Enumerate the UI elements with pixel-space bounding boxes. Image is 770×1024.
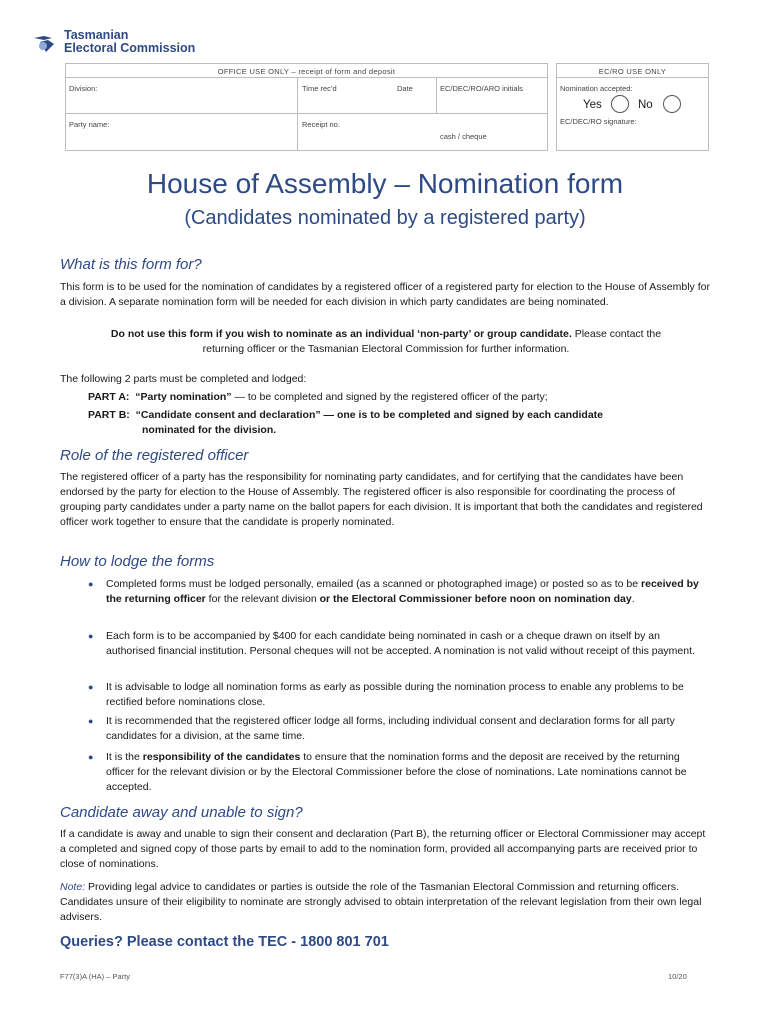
party-name-label: Party name: [69,120,110,129]
away-paragraph: If a candidate is away and unable to sign their consent and declaration (Part B), the returning officer or Electoral Commissioner may accept a completed and signed copy of those parts by email to add to the nomination form, provided all accompanying parts are received prior to close of nominations. [60,828,706,870]
tec-logo-icon [30,30,58,58]
bullet-icon: ● [88,716,94,726]
b5a: It is the [106,751,143,763]
receipt-no-label: Receipt no. [302,120,340,129]
queries-contact: Queries? Please contact the TEC - 1800 801 701 [60,934,389,950]
bullet-icon: ● [88,631,94,641]
role-heading: Role of the registered officer [60,447,249,464]
lodge-heading: How to lodge the forms [60,553,215,570]
part-b-name: “Candidate consent and declaration” [135,409,321,421]
no-label: No [638,99,653,111]
office-use-header: OFFICE USE ONLY – receipt of form and deposit [217,67,396,76]
date-label: Date [397,84,413,93]
part-a-label: PART A: [88,391,130,403]
ecro-use-header: EC/RO USE ONLY [598,67,667,76]
ecro-signature-label: EC/DEC/RO signature: [560,117,637,126]
b5c: to ensure that the nomination forms and the deposit are received by the returning officer for the relevant division or by the Electoral Commissioner before the close of nominations. Late nominations cannot be accepted. [106,751,687,793]
lodge-bullet-1 [106,577,706,607]
b1e: . [631,593,635,605]
warning-rest: Please contact the [571,328,662,340]
page-title: House of Assembly – Nomination form [146,168,624,199]
divider [556,77,709,78]
b1b: received by the returning officer [106,578,699,605]
bullet-icon: ● [88,752,94,762]
time-received-label: Time rec’d [302,84,337,93]
lodge-bullet-4: It is recommended that the registered officer lodge all forms, including individual consent and declaration forms for all party candidates for a division, at the same time. [106,715,675,742]
yes-label: Yes [583,99,602,111]
what-heading: What is this form for? [60,256,202,273]
part-b-label: PART B: [88,409,130,421]
cash-cheque-label: cash / cheque [440,132,487,141]
part-a-desc: — to be completed and signed by the registered officer of the party; [231,391,548,403]
warning-bold: Do not use this form if you wish to nominate as an individual ‘non-party’ or group candidate. [110,328,572,340]
note-label: Note: [60,881,86,893]
note-paragraph [60,880,712,925]
logo-line1: Tasmanian [64,28,129,42]
part-b-line [88,408,708,423]
divider [65,77,548,78]
part-b-line2: nominated for the division. [142,424,277,436]
note-text: Providing legal advice to candidates or parties is outside the role of the Tasmanian Electoral Commission and returning officers. Candidates unsure of their eligibility to nominate are strongly advised to obtain interpretation of the relevant legislation from their own legal advisers. [60,881,702,923]
role-paragraph: The registered officer of a party has the responsibility for nominating party candidates, and for certifying that the candidates have been endorsed by the party for election to the House of Assembly. The registered officer is also responsible for coordinating the process of grouping party candidates under a party name on the ballot papers for each division. It is important that both the candidates and registered officer work together to ensure that the candidate is properly nominated. [60,471,703,528]
division-label: Division: [69,84,98,93]
part-a-name: “Party nomination” [135,391,232,403]
lodge-bullet-5 [106,750,706,795]
b5b: responsibility of the candidates [142,751,301,763]
what-paragraph: This form is to be used for the nomination of candidates by a registered officer of a registered party for election to the House of Assembly for a division. A separate nomination form will be needed for each division in which party candidates are being nominated. [60,281,710,308]
page-subtitle: (Candidates nominated by a registered party) [184,207,586,229]
form-date: 10/20 [668,972,687,981]
divider [65,113,548,114]
initials-label: EC/DEC/RO/ARO initials [440,84,523,93]
divider [297,77,298,151]
b1a: Completed forms must be lodged personally, emailed (as a scanned or photographed image) or posted so as to be [106,578,642,590]
yes-checkbox[interactable] [611,95,629,113]
warning-line2: returning officer or the Tasmanian Electoral Commission for further information. [202,343,570,355]
bullet-icon: ● [88,579,94,589]
logo-line2: Electoral Commission [64,41,196,55]
b1d: or the Electoral Commissioner before noon on nomination day [319,593,632,605]
lodge-bullet-2: Each form is to be accompanied by $400 for each candidate being nominated in cash or a cheque drawn on itself by an authorised financial institution. Personal cheques will not be accepted. A nomination is not valid without receipt of this payment. [106,630,695,657]
warning-line1 [60,327,712,342]
no-checkbox[interactable] [663,95,681,113]
b1c: for the relevant division [205,593,320,605]
nomination-accepted-label: Nomination accepted: [560,84,633,93]
part-b-desc: — one is to be completed and signed by each candidate [320,409,604,421]
away-heading: Candidate away and unable to sign? [60,804,303,821]
divider [436,77,437,113]
bullet-icon: ● [88,682,94,692]
parts-intro: The following 2 parts must be completed and lodged: [60,373,307,385]
form-code: F77(3)A (HA) – Party [60,972,131,981]
lodge-bullet-3: It is advisable to lodge all nomination forms as early as possible during the nomination process to enable any problems to be rectified before nominations close. [106,681,684,708]
part-a-line [88,390,708,405]
logo-text [64,29,195,55]
